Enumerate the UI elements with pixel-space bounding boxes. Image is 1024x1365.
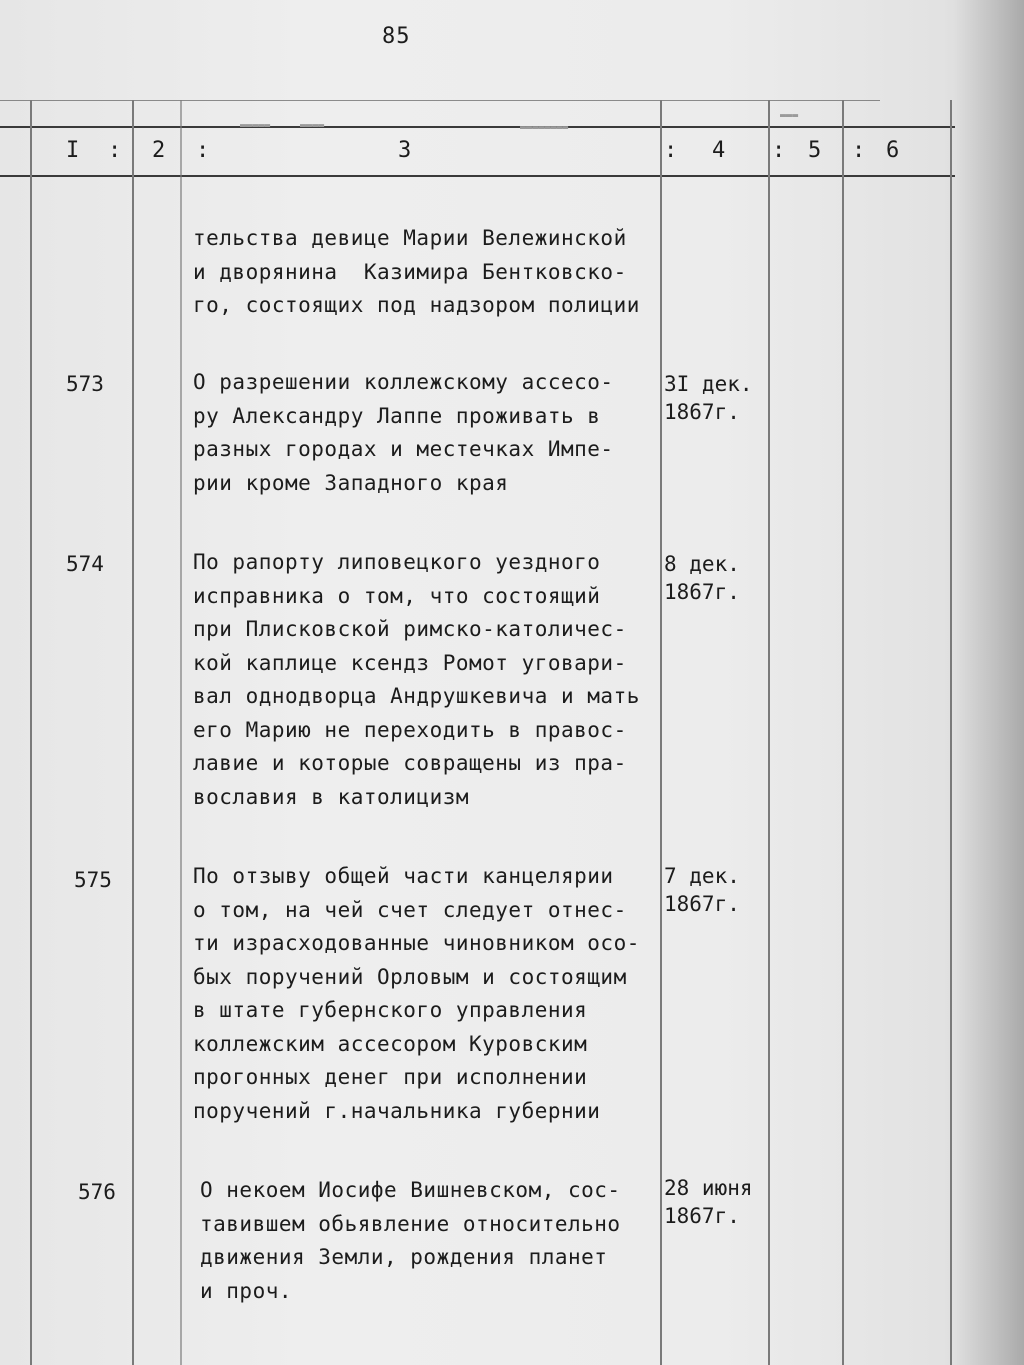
header-col-5: 5 <box>808 138 822 163</box>
record-number: 574 <box>66 552 104 576</box>
record-description: По отзыву общей части канцелярии о том, на чей счет следует отнес- ти израсходованные чиновником осо- бых поручений Орловым и состоящим в штате губернского управления коллежским ассесором Куровским прогонных денег при исполнении поручений г.начальника губернии <box>193 864 640 1123</box>
column-rule-5 <box>768 100 770 1365</box>
header-rule-upper <box>0 126 955 128</box>
column-rule-2 <box>132 100 134 1365</box>
header-col-6: 6 <box>886 138 900 163</box>
bleed-through-mark: ▬▬▬▬▬ <box>240 120 271 131</box>
bleed-through-mark: ▬▬▬▬ <box>300 120 325 131</box>
page-edge-shadow <box>954 0 1024 1365</box>
column-rule-4 <box>660 100 662 1365</box>
record-description: По рапорту липовецкого уездного исправника о том, что состоящий при Плисковской римско-католичес- кой каплице ксендз Ромот уговари- вал однодворца Андрушкевича и мать его Марию не переходить в правос- лавие и которые совращены из пра- вославия в католицизм <box>193 550 640 809</box>
record-date: 8 дек. 1867г. <box>664 552 740 604</box>
header-col-3: 3 <box>398 138 412 163</box>
continuation-text: тельства девице Марии Вележинской и дворянина Казимира Бентковско- го, состоящих под надзором полиции <box>193 226 640 317</box>
bleed-through-mark: ▬▬▬▬▬▬▬▬ <box>520 122 569 133</box>
record-number: 576 <box>78 1180 116 1204</box>
header-col-1: I <box>66 138 80 163</box>
record-number: 573 <box>66 372 104 396</box>
header-rule-lower <box>0 175 955 177</box>
header-col-2: 2 <box>152 138 166 163</box>
column-rule-7 <box>950 100 952 1365</box>
header-sep-2: : <box>196 138 210 163</box>
record-date: 3I дек. 1867г. <box>664 372 753 424</box>
header-sep-4: : <box>772 138 786 163</box>
record-date: 28 июня 1867г. <box>664 1176 753 1228</box>
column-rule-3 <box>180 100 182 1365</box>
column-rule-1 <box>30 100 32 1365</box>
page-number: 85 <box>382 24 411 49</box>
record-date: 7 дек. 1867г. <box>664 864 740 916</box>
record-description: О некоем Иосифе Вишневском, сос- тавившем обьявление относительно движения Земли, рождения планет и проч. <box>200 1178 621 1303</box>
column-rule-6 <box>842 100 844 1365</box>
record-description: О разрешении коллежскому ассесо- ру Александру Лаппе проживать в разных городах и местечках Импе- рии кроме Западного края <box>193 370 614 495</box>
bleed-through-mark: ▬▬▬ <box>780 110 799 121</box>
header-sep-1: : <box>108 138 122 163</box>
header-sep-3: : <box>664 138 678 163</box>
header-sep-5: : <box>852 138 866 163</box>
header-col-4: 4 <box>712 138 726 163</box>
record-number: 575 <box>74 868 112 892</box>
